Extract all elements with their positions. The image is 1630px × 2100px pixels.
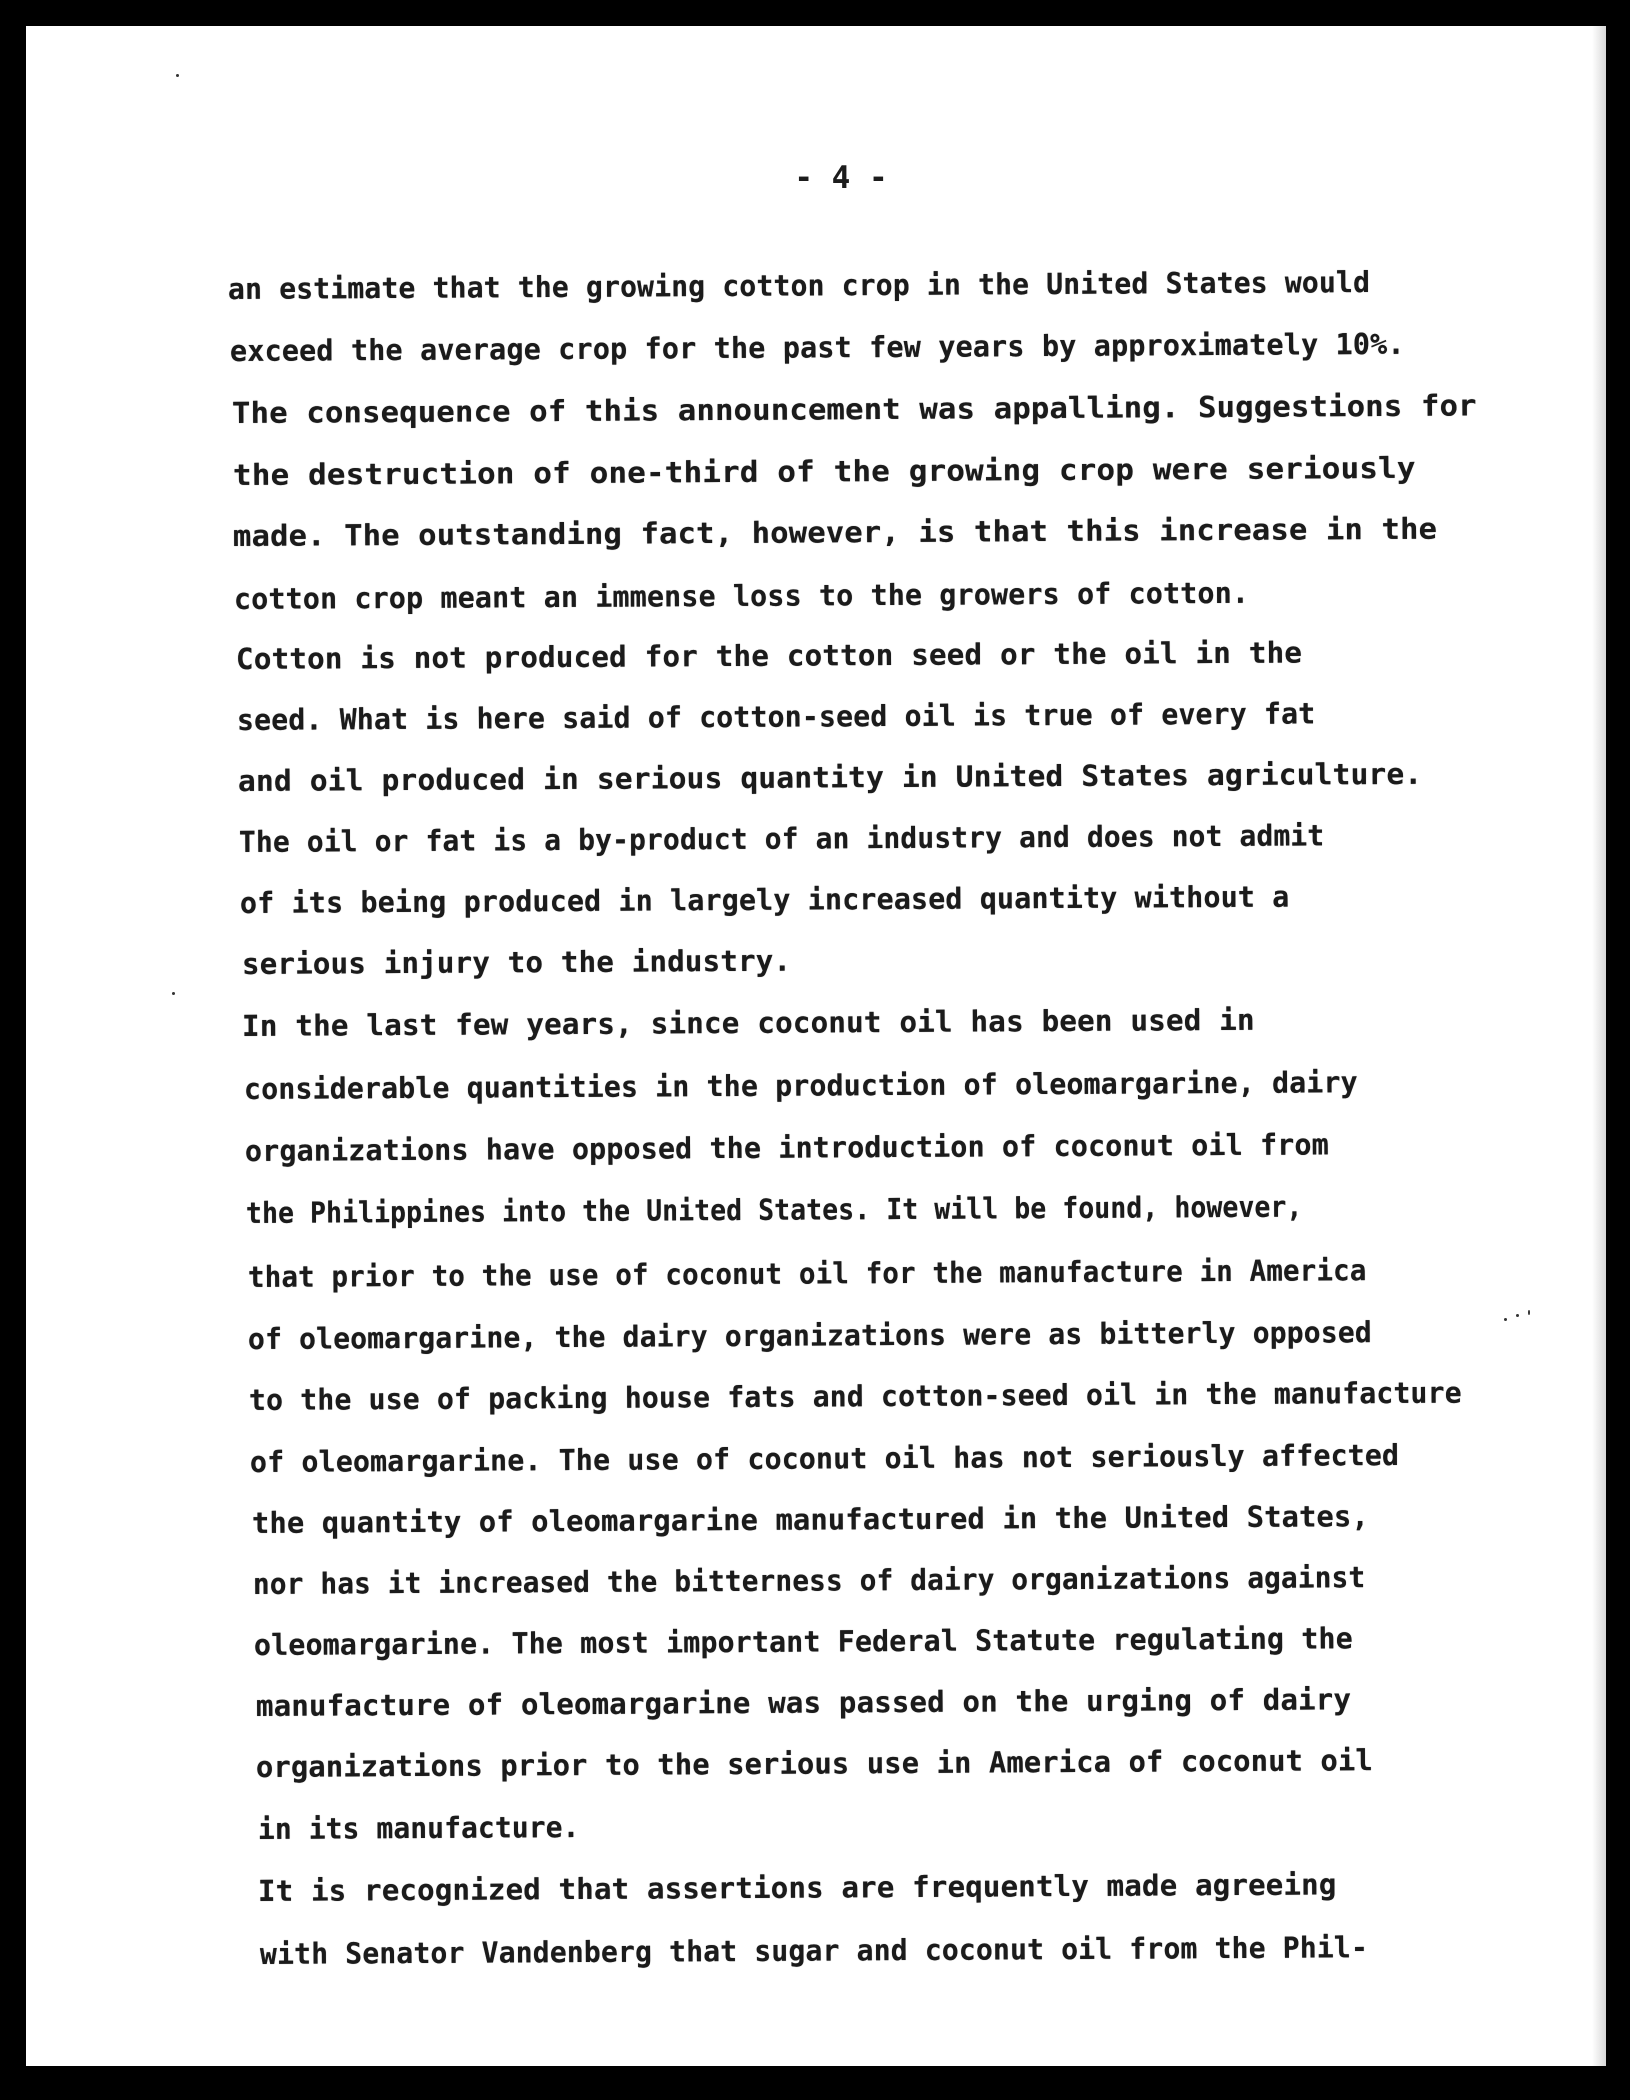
text-line: the Philippines into the United States. It will be found, however, <box>245 1189 1303 1230</box>
ink-speck <box>1516 1314 1519 1317</box>
text-line: In the last few years, since coconut oil has been used in <box>241 1002 1255 1043</box>
text-line: cotton crop meant an immense loss to the growers of cotton. <box>233 575 1250 616</box>
document-page <box>26 26 1606 2066</box>
text-line: in its manufacture. <box>257 1810 580 1846</box>
text-line: of oleomargarine. The use of coconut oil has not seriously affected <box>249 1437 1400 1479</box>
text-line: manufacture of oleomargarine was passed on the urging of dairy <box>255 1682 1352 1723</box>
text-line: to the use of packing house fats and cotton-seed oil in the manufacture <box>248 1375 1462 1417</box>
text-line: the quantity of oleomargarine manufactured in the United States, <box>251 1499 1369 1540</box>
text-line: that prior to the use of coconut oil for the manufacture in America <box>247 1253 1367 1294</box>
text-line: oleomargarine. The most important Federal Statute regulating the <box>253 1621 1353 1662</box>
text-line: of its being produced in largely increased quantity without a <box>239 879 1290 920</box>
text-line: of oleomargarine, the dairy organizations were as bitterly opposed <box>247 1315 1372 1356</box>
page-edge-shadow <box>1592 26 1606 2066</box>
text-line: It is recognized that assertions are frequently made agreeing <box>257 1867 1337 1908</box>
text-line: an estimate that the growing cotton crop in the United States would <box>227 265 1371 306</box>
text-line: The consequence of this announcement was appalling. Suggestions for <box>231 388 1477 430</box>
text-line: with Senator Vandenberg that sugar and coconut oil from the Phil- <box>259 1930 1369 1971</box>
text-line: seed. What is here said of cotton-seed oil is true of every fat <box>236 696 1316 737</box>
text-line: made. The outstanding fact, however, is that this increase in the <box>232 511 1438 553</box>
text-line: organizations have opposed the introduction of coconut oil from <box>244 1127 1329 1168</box>
text-line: organizations prior to the serious use in America of coconut oil <box>255 1743 1373 1784</box>
page-number: - 4 - <box>794 160 888 196</box>
ink-speck <box>1504 1318 1507 1321</box>
ink-speck <box>172 992 175 995</box>
text-line: considerable quantities in the production of oleomargarine, dairy <box>243 1065 1358 1106</box>
text-line: and oil produced in serious quantity in United States agriculture. <box>237 756 1423 798</box>
text-line: the destruction of one-third of the growing crop were seriously <box>232 450 1416 492</box>
text-line: nor has it increased the bitterness of dairy organizations against <box>252 1560 1366 1601</box>
ink-speck <box>176 74 179 77</box>
text-line: exceed the average crop for the past few years by approximately 10%. <box>229 326 1405 368</box>
ink-speck <box>1528 1310 1530 1315</box>
text-line: The oil or fat is a by-product of an industry and does not admit <box>238 818 1325 859</box>
text-line: serious injury to the industry. <box>241 943 792 981</box>
text-line: Cotton is not produced for the cotton seed or the oil in the <box>235 635 1303 676</box>
